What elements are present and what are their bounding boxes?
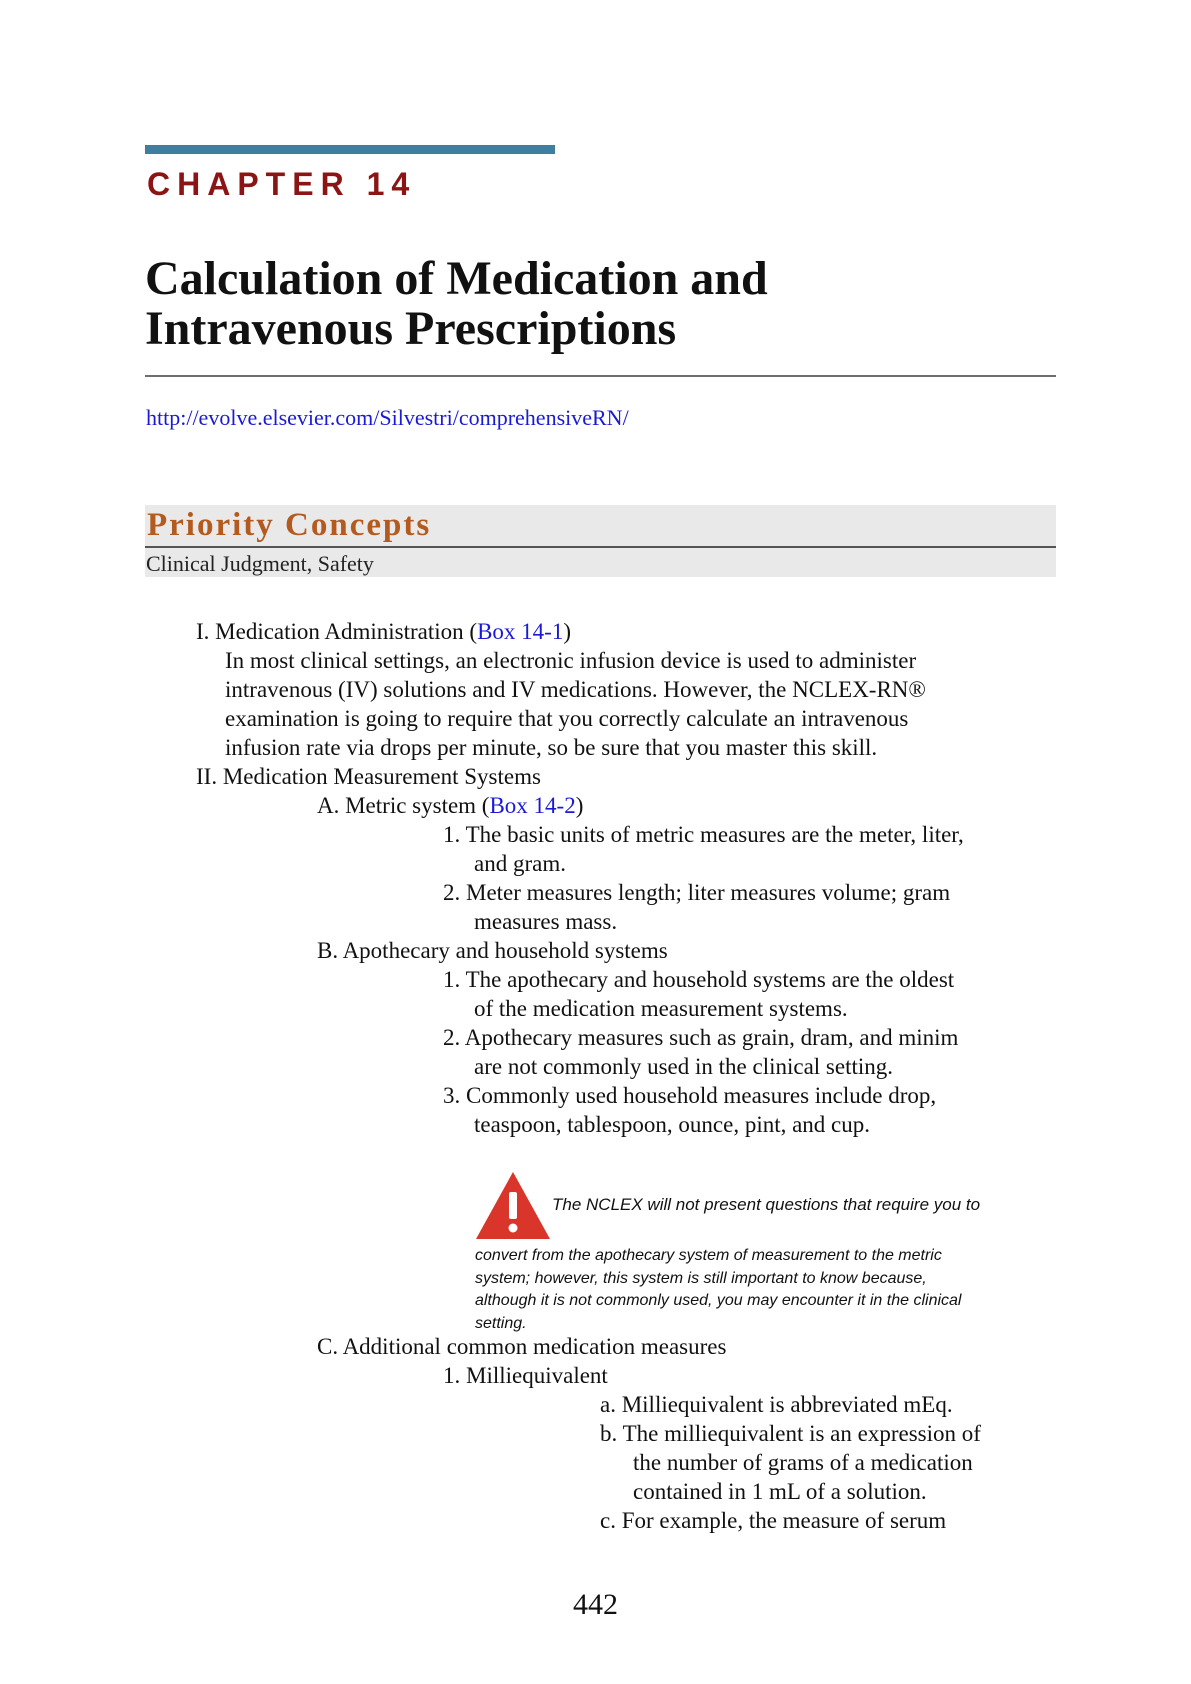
outline-item: 1. The apothecary and household systems are the oldest — [443, 967, 955, 992]
section-1-body-line: intravenous (IV) solutions and IV medications. However, the NCLEX-RN® — [225, 677, 926, 702]
section-1-heading: I. Medication Administration (Box 14-1) — [196, 619, 571, 644]
outline-item: 3. Commonly used household measures include drop, — [443, 1083, 937, 1108]
section-2-heading: II. Medication Measurement Systems — [196, 764, 541, 789]
priority-concepts-heading: Priority Concepts — [147, 507, 432, 543]
chapter-title-line-1: Calculation of Medication and — [145, 252, 768, 305]
outline-item: 2. Apothecary measures such as grain, dram, and minim — [443, 1025, 959, 1050]
chapter-label: CHAPTER 14 — [147, 166, 417, 202]
alert-text-head: The NCLEX will not present questions that require you to — [552, 1195, 981, 1214]
title-divider — [145, 375, 1056, 377]
alert-text-body: convert from the apothecary system of measurement to the metric system; however, this system is still important to know because, although it is not commonly used, you may encounter it in the clinical setting. — [475, 1247, 962, 1332]
box-14-2-link[interactable]: Box 14-2 — [489, 793, 576, 818]
priority-concepts-items: Clinical Judgment, Safety — [146, 551, 374, 576]
section-1-body-line: examination is going to require that you correctly calculate an intravenous — [225, 706, 909, 731]
alert-triangle-icon — [474, 1170, 552, 1241]
outline-item-cont: measures mass. — [474, 909, 618, 934]
section-2b-heading: B. Apothecary and household systems — [317, 938, 668, 963]
evolve-link[interactable]: http://evolve.elsevier.com/Silvestri/comprehensiveRN/ — [146, 405, 629, 430]
page-number: 442 — [573, 1588, 618, 1621]
section-1-body-line: In most clinical settings, an electronic infusion device is used to administer — [225, 648, 917, 673]
section-2a-heading: A. Metric system (Box 14-2) — [317, 793, 584, 818]
section-1-body-line: infusion rate via drops per minute, so be sure that you master this skill. — [225, 735, 878, 760]
outline-item: 1. Milliequivalent — [443, 1363, 608, 1388]
chapter-title-line-2: Intravenous Prescriptions — [145, 302, 677, 355]
chapter-title — [145, 254, 1045, 354]
outline-subitem: c. For example, the measure of serum — [600, 1508, 947, 1533]
outline-item-cont: of the medication measurement systems. — [474, 996, 848, 1021]
outline-item: 1. The basic units of metric measures are the meter, liter, — [443, 822, 964, 847]
priority-concepts-divider — [145, 546, 1056, 548]
outline-item: 2. Meter measures length; liter measures volume; gram — [443, 880, 951, 905]
section-2c-heading: C. Additional common medication measures — [317, 1334, 727, 1359]
outline-subitem: a. Milliequivalent is abbreviated mEq. — [600, 1392, 953, 1417]
box-14-1-link[interactable]: Box 14-1 — [477, 619, 564, 644]
outline-item-cont: and gram. — [474, 851, 566, 876]
outline-item-cont: are not commonly used in the clinical setting. — [474, 1054, 894, 1079]
outline-item-cont: teaspoon, tablespoon, ounce, pint, and cup. — [474, 1112, 871, 1137]
outline-subitem-cont: the number of grams of a medication — [633, 1450, 973, 1475]
chapter-accent-bar — [145, 145, 555, 154]
outline-subitem-cont: contained in 1 mL of a solution. — [633, 1479, 927, 1504]
outline-subitem: b. The milliequivalent is an expression of — [600, 1421, 981, 1446]
